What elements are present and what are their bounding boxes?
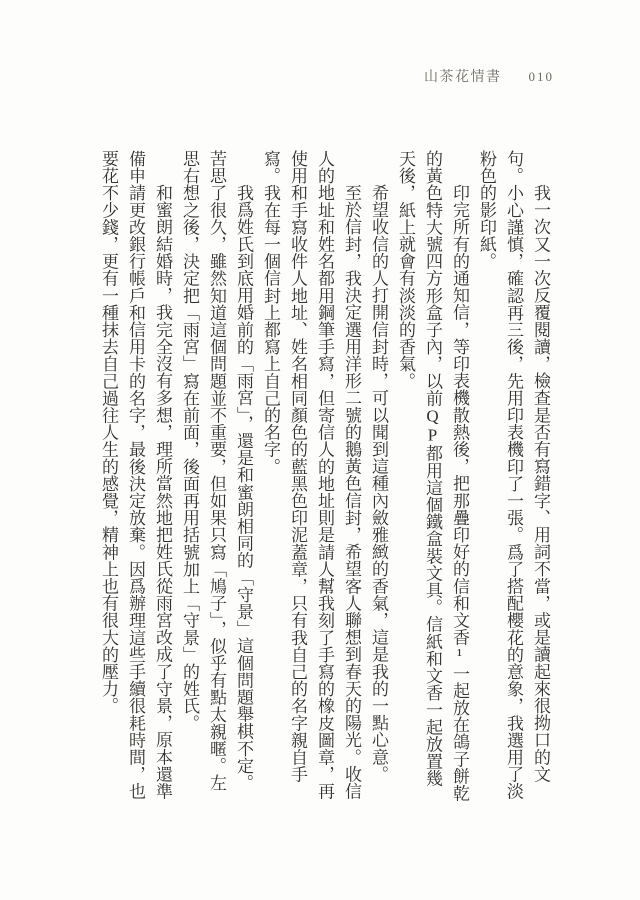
running-header	[424, 66, 554, 86]
paragraph-6: 和蜜朗結婚時，我完全沒有多想，理所當然地把姓氏從雨宮改成了守景，原本還準備申請更改銀行帳戶和信用卡的名字，最後決定放棄。因爲辦理這些手續很耗時間，也要花不少錢，更有一種抹去自己過往人生的感覺，精神上也有很大的壓力。	[99, 150, 172, 800]
book-title: 山茶花情書	[424, 70, 502, 85]
paragraph-1: 我一次又一次反覆閱讀，檢查是否有寫錯字、用詞不當，或是讀起來很拗口的文句。小心謹慎，確認再三後，先用印表機印了一張。爲了搭配櫻花的意象，我選用了淡粉色的影印紙。	[477, 150, 550, 800]
page-number: 010	[528, 69, 554, 84]
paragraph-4: 至於信封，我決定選用洋形二號的鵝黃色信封，希望客人聯想到春天的陽光。收信人的地址和姓名都用鋼筆手寫，但寄信人的地址則是請人幫我刻了手寫的橡皮圖章，再使用和手寫收件人地址、姓名相同顏色的藍黑色印泥蓋章，只有我自己的名字親自手寫。我在每一個信封上都寫上自己的名字。	[261, 150, 361, 800]
paragraph-5: 我爲姓氏到底用婚前的「雨宮」，還是和蜜朗相同的「守景」這個問題舉棋不定。苦思了很久，雖然知道這個問題並不重要，但如果只寫「鳩子」，似乎有點太親暱。左思右想之後，決定把「雨宮」寫在前面，後面再用括號加上「守景」的姓氏。	[180, 150, 253, 792]
paragraph-3: 希望收信的人打開信封時，可以聞到這種內斂雅緻的香氣，這是我的一點心意。	[369, 184, 388, 783]
paragraph-2: 印完所有的通知信，等印表機散熱後，把那疊印好的信和文香¹一起放在鴿子餅乾的黃色特大號四方形盒子內，以前QP都用這個鐵盒裝文具。信紙和文香一起放置幾天後，紙上就會有淡淡的香氣。	[396, 150, 469, 802]
body-text	[95, 150, 554, 802]
